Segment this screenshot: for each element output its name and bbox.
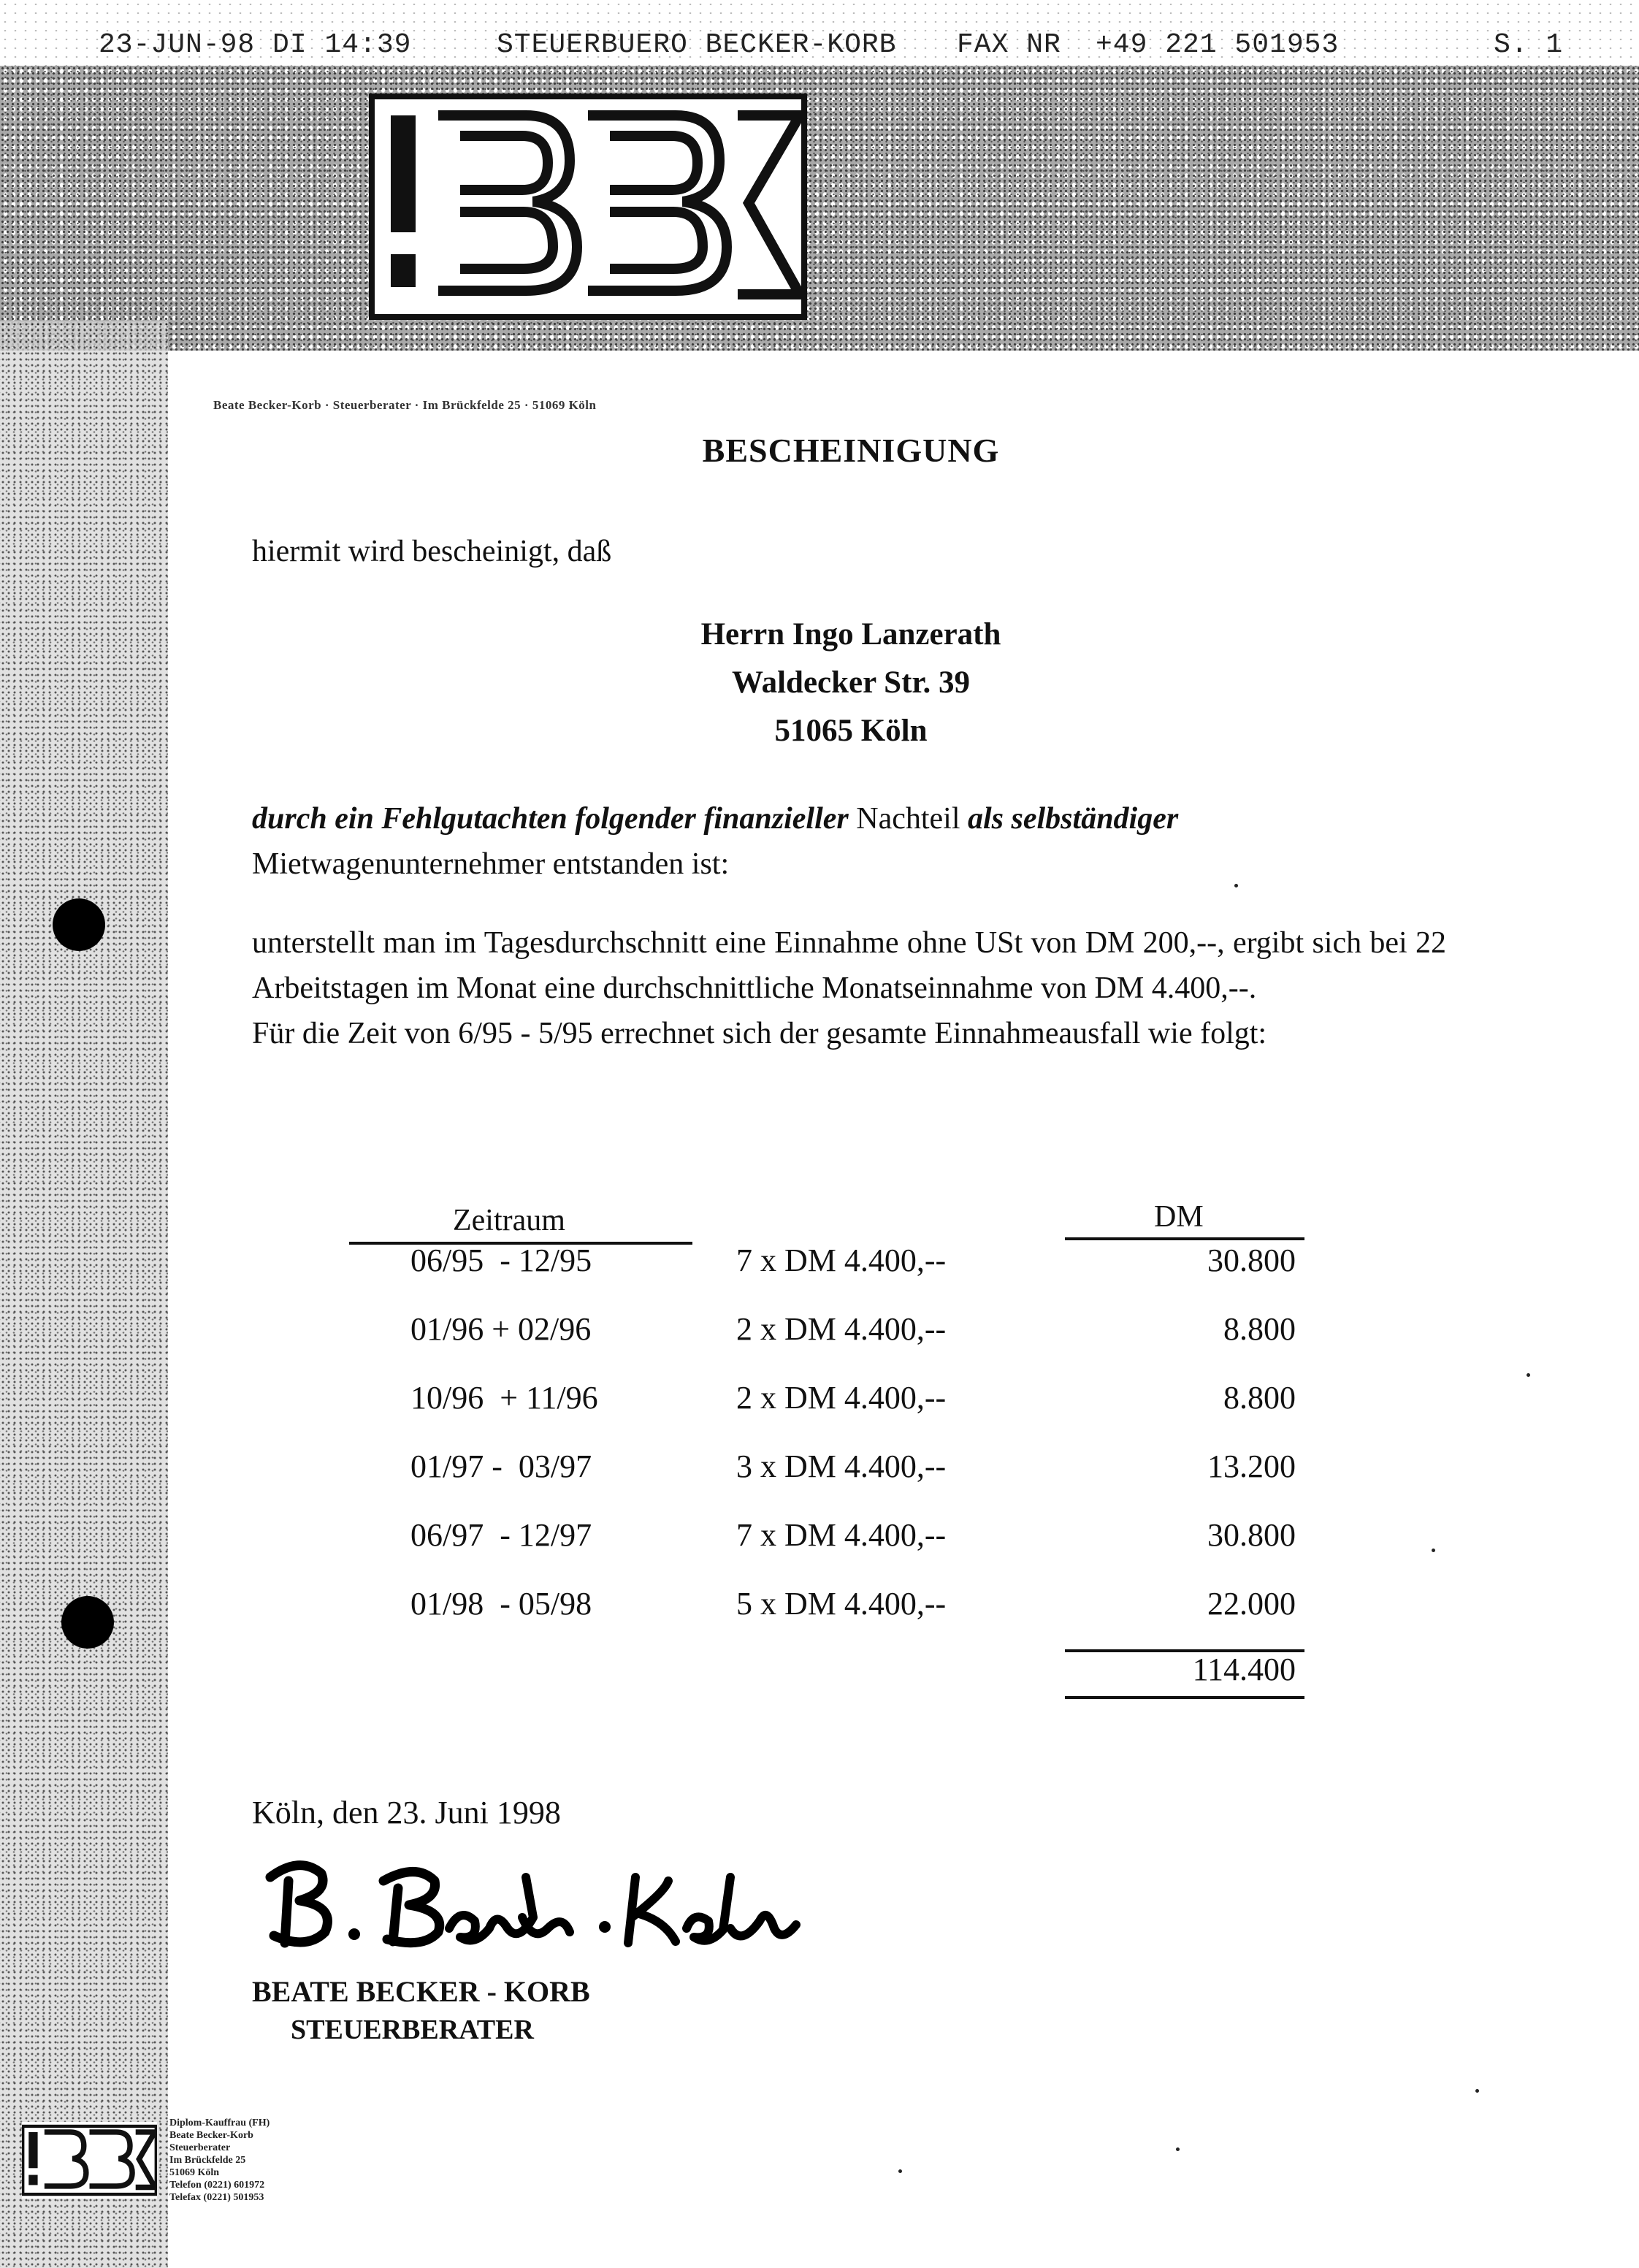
row-amount: 13.200: [1207, 1448, 1296, 1484]
sender-return-address: Beate Becker-Korb · Steuerberater · Im Brückfelde 25 · 51069 Köln: [213, 398, 597, 412]
handwritten-signature: [256, 1848, 811, 1958]
table-row: [0, 1448, 1639, 1492]
table-row: [0, 1585, 1639, 1629]
footer-logo-mark: [22, 2122, 157, 2199]
fax-timestamp: 23-JUN-98 DI 14:39: [99, 29, 412, 61]
recipient-street: Waldecker Str. 39: [731, 665, 971, 700]
paragraph-income-basis: [252, 920, 1446, 1056]
row-amount: 22.000: [1207, 1586, 1296, 1622]
footer-bbk-logo: [22, 2122, 157, 2199]
recipient-name: Herrn Ingo Lanzerath: [700, 617, 1001, 652]
bbk-logo: [369, 93, 807, 320]
paragraph-income-text: unterstellt man im Tagesdurchschnitt eine Einnahme ohne USt von DM 200,--, ergibt sich bei 22 Arbeitstagen im Monat eine durchschnittliche Monatseinnahme von DM 4.400,--.: [252, 926, 1446, 1005]
footer-line: Im Brückfelde 25: [169, 2155, 246, 2166]
punch-hole: [61, 1596, 114, 1649]
date-line: Köln, den 23. Juni 1998: [252, 1795, 561, 1830]
fax-page: S. 1: [1494, 29, 1564, 61]
row-period: 01/97 - 03/97: [410, 1448, 592, 1484]
paragraph-period-text: Für die Zeit von 6/95 - 5/95 errechnet sich der gesamte Einnahmeausfall wie folgt:: [252, 1017, 1267, 1050]
document-title: BESCHEINIGUNG: [702, 432, 1000, 469]
bbk-logo-mark: [369, 93, 807, 320]
punch-hole: [53, 898, 105, 951]
footer-line: Telefax (0221) 501953: [169, 2192, 264, 2203]
total-rule-bottom: [1065, 1696, 1304, 1699]
paragraph1-italic-a: durch ein Fehlgutachten folgender finanzieller: [252, 802, 849, 836]
footer-line: Telefon (0221) 601972: [169, 2180, 265, 2191]
fax-speck: [1527, 1373, 1530, 1377]
row-period: 10/96 + 11/96: [410, 1380, 598, 1416]
fax-speck: [1234, 884, 1238, 887]
paragraph1-normal: Nachteil: [848, 802, 968, 836]
row-calc: 7 x DM 4.400,--: [736, 1242, 947, 1278]
row-period: 06/95 - 12/95: [410, 1242, 592, 1278]
signer-name: BEATE BECKER - KORB: [252, 1975, 590, 2008]
footer-contact-block: [169, 2117, 270, 2204]
row-amount: 8.800: [1223, 1380, 1296, 1416]
paragraph1-italic-b: als selbständiger: [968, 802, 1179, 836]
fax-noise-header-band: [0, 66, 1639, 351]
table-row: [0, 1516, 1639, 1560]
row-calc: 7 x DM 4.400,--: [736, 1517, 947, 1553]
table-header-rule-amount: [1065, 1237, 1304, 1240]
footer-line: Steuerberater: [169, 2142, 231, 2153]
fax-label: FAX NR: [957, 29, 1061, 61]
fax-speck: [1432, 1549, 1435, 1552]
fax-speck: [1475, 2089, 1479, 2093]
footer-line: Diplom-Kauffrau (FH): [169, 2118, 270, 2128]
row-period: 06/97 - 12/97: [410, 1517, 592, 1553]
paragraph-damage-statement: [252, 796, 1446, 887]
row-calc: 3 x DM 4.400,--: [736, 1448, 947, 1484]
intro-text: hiermit wird bescheinigt, daß: [252, 535, 612, 568]
table-row: [0, 1242, 1639, 1286]
footer-line: 51069 Köln: [169, 2167, 220, 2178]
table-row: [0, 1379, 1639, 1423]
row-calc: 2 x DM 4.400,--: [736, 1311, 947, 1347]
row-amount: 8.800: [1223, 1311, 1296, 1347]
recipient-city: 51065 Köln: [774, 714, 928, 748]
footer-line: Beate Becker-Korb: [169, 2130, 253, 2141]
fax-header: [99, 29, 1603, 73]
table-header-period: Zeitraum: [453, 1204, 565, 1237]
row-amount: 30.800: [1207, 1517, 1296, 1553]
table-header-amount: DM: [1154, 1200, 1204, 1234]
row-calc: 2 x DM 4.400,--: [736, 1380, 947, 1416]
fax-sender: STEUERBUERO BECKER-KORB: [497, 29, 897, 61]
table-total: 114.400: [1192, 1652, 1296, 1687]
paragraph1-line2: Mietwagenunternehmer entstanden ist:: [252, 847, 730, 881]
table-row: [0, 1310, 1639, 1354]
row-period: 01/98 - 05/98: [410, 1586, 592, 1622]
fax-speck: [898, 2169, 902, 2173]
fax-number: +49 221 501953: [1096, 29, 1340, 61]
row-period: 01/96 + 02/96: [410, 1311, 592, 1347]
signer-title: STEUERBERATER: [291, 2015, 534, 2045]
fax-speck: [1176, 2147, 1180, 2151]
row-amount: 30.800: [1207, 1242, 1296, 1278]
row-calc: 5 x DM 4.400,--: [736, 1586, 947, 1622]
